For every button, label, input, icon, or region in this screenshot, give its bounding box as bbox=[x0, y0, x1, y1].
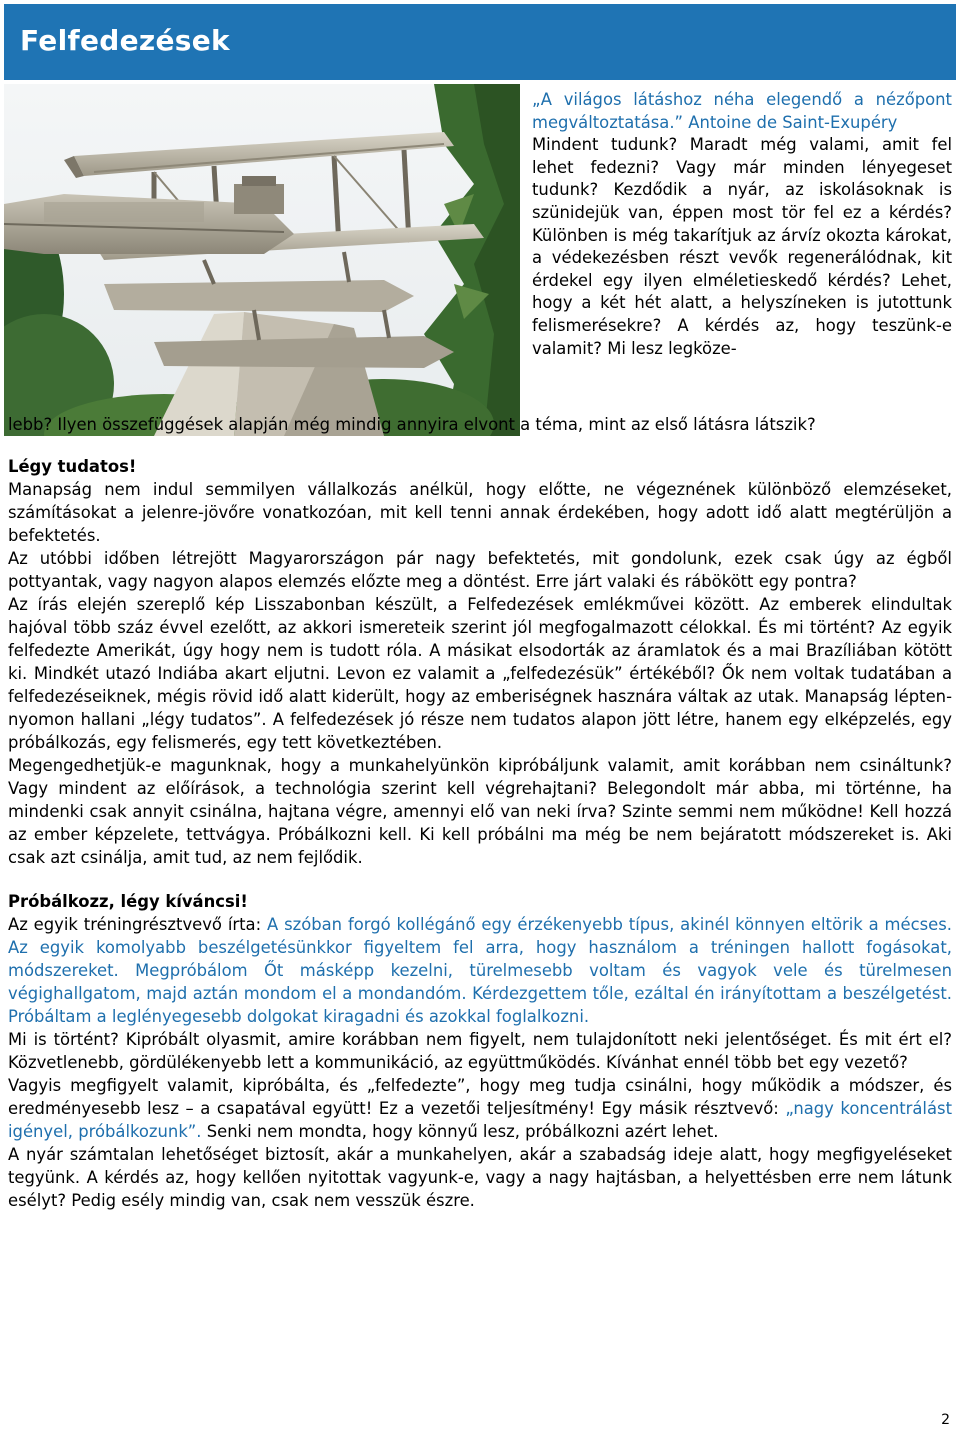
paragraph-tail: Senki nem mondta, hogy könnyű lesz, próbálkozni azért lehet. bbox=[201, 1122, 719, 1141]
paragraph: Megengedhetjük-e magunknak, hogy a munkahelyünkön kipróbáljunk valamit, amit korábban nem csináltunk? Vagy mindent az előírások, a technológia szerint kell végrehajtani? Belegondolt már abba, mi történne, ha mindenki csak annyit csinálna, hajtana végre, amennyi elő van neki írva? Szinte semmi nem működne! Kell hozzá az ember képzelete, tettvágya. Próbálkozni kell. Ki kell próbálni ma még be nem bejáratott módszereket is. Aki csak azt csinálja, amit tud, az nem fejlődik. bbox=[8, 756, 952, 867]
section-heading-probalkozz: Próbálkozz, légy kíváncsi! bbox=[8, 892, 248, 911]
page-header bbox=[4, 4, 956, 80]
paragraph: Manapság nem indul semmilyen vállalkozás anélkül, hogy előtte, ne végeznének különböző elemzéseket, számításokat a jelenre-jövőre vonatkozóan, mit kell tenni annak érdekében, hogy adott idő alatt megtérüljön a befektetés. bbox=[8, 480, 952, 545]
page-number: 2 bbox=[941, 1412, 950, 1428]
saint-exupery-quote: „A világos látáshoz néha elegendő a nézőpont megváltoztatása.” Antoine de Saint-Exupéry bbox=[532, 90, 952, 132]
intro-text-continued: lebb? Ilyen összefüggések alapján még mindig annyira elvont a téma, mint az első látásra látszik? bbox=[8, 415, 816, 434]
intro-text: Mindent tudunk? Maradt még valami, amit fel lehet fedezni? Vagy már minden lényegeset tudunk? Kezdődik a nyár, az iskolásoknak is szünidejük van, éppen most tör fel ez a kérdés? Különben is még takarítjuk az árvíz okozta károkat, a védekezésben részt vevők regenerálódnak, kit érdekel egy ilyen elméletieskedő kérdés? Lehet, hogy a két hét alatt, a helyszíneken is jutottunk felismerésekre? A kérdés az, hogy teszünk-e valamit? Mi lesz legköze- bbox=[532, 135, 952, 358]
paragraph bbox=[8, 913, 952, 1028]
paragraph: Az utóbbi időben létrejött Magyarországon pár nagy befektetés, mit gondolunk, ezek csak úgy az égből pottyantak, vagy nagyon alapos elemzés előzte meg a döntést. Erre járt valaki és rábökött egy pontra? bbox=[8, 549, 952, 591]
participant-lead: Az egyik tréningrésztvevő írta: bbox=[8, 915, 267, 934]
paragraph: Mi is történt? Kipróbált olyasmit, amire korábban nem figyelt, nem tulajdonított neki jelentőséget. És mit ért el? Közvetlenebb, gördülékenyebb lett a kommunikáció, az együttműködés. Kívánhat ennél több bet egy vezető? bbox=[8, 1030, 952, 1072]
participant-quote: A szóban forgó kollégánő egy érzékenyebb típus, akinél könnyen eltörik a mécses. Az egyik komolyabb beszélgetésünkkor figyeltem fel arra, hogy használom a tréningen hallott fogásokat, módszereket. Megpróbálom Őt másképp kezelni, türelmesebb voltam és vagyok vele és türelmesen végighallgatom, majd aztán mondom el a mondandóm. Kérdezgettem tőle, ezáltal én irányítottam a beszélgetést. Próbáltam a leglényegesebb dolgokat kiragadni és azokkal foglalkozni. bbox=[8, 915, 952, 1026]
section-heading-legy-tudatos: Légy tudatos! bbox=[8, 457, 137, 476]
paragraph: Az írás elején szereplő kép Lisszabonban készült, a Felfedezések emlékművei között. Az emberek elindultak hajóval több száz évvel ezelőtt, az akkori ismereteik szerint jól megfogalmazott célokkal. És mi történt? Az egyik felfedezte Amerikát, úgy hogy nem is tudott róla. A másikat elsodorták az áramlatok és a mai Brazíliában kötött ki. Mindkét utazó Indiába akart eljutni. Levon ez valamit a „felfedezésük” értékéből? Ők nem voltak tudatában a felfedezéseiknek, mégis rövid idő alatt kiderült, hogy az emberiségnek hasznára váltak az utak. Manapság lépten-nyomon hallani „légy tudatos”. A felfedezések jó része nem tudatos alapon jött létre, hanem egy elképzelés, egy próbálkozás, egy felismerés, egy tett következtében. bbox=[8, 595, 952, 752]
paragraph bbox=[8, 1074, 952, 1143]
paragraph: A nyár számtalan lehetőséget biztosít, akár a munkahelyen, akár a szabadság ideje alatt, hogy megfigyeléseket tegyünk. A kérdés az, hogy kellően nyitottak vagyunk-e, vagy a nagy hajtásban, a helyettésben erre nem látunk esélyt? Pedig esély mindig van, csak nem vesszük észre. bbox=[8, 1145, 952, 1210]
participant-quote-2: „nagy koncentrálást igényel, próbálkozunk”. bbox=[8, 1099, 953, 1141]
page-title: Felfedezések bbox=[20, 24, 230, 57]
photo-biplane-monument-icon bbox=[4, 84, 520, 436]
paragraph-lead: Vagyis megfigyelt valamit, kipróbálta, és „felfedezte”, hogy meg tudja csinálni, hogy működik a módszer, és eredményesebb lesz – a csapatával együtt! Ez a vezetői teljesítmény! Egy másik résztvevő: bbox=[8, 1076, 952, 1118]
intro-column bbox=[532, 89, 952, 360]
biplane-monument-photo bbox=[4, 84, 520, 436]
article-body bbox=[8, 455, 952, 1212]
